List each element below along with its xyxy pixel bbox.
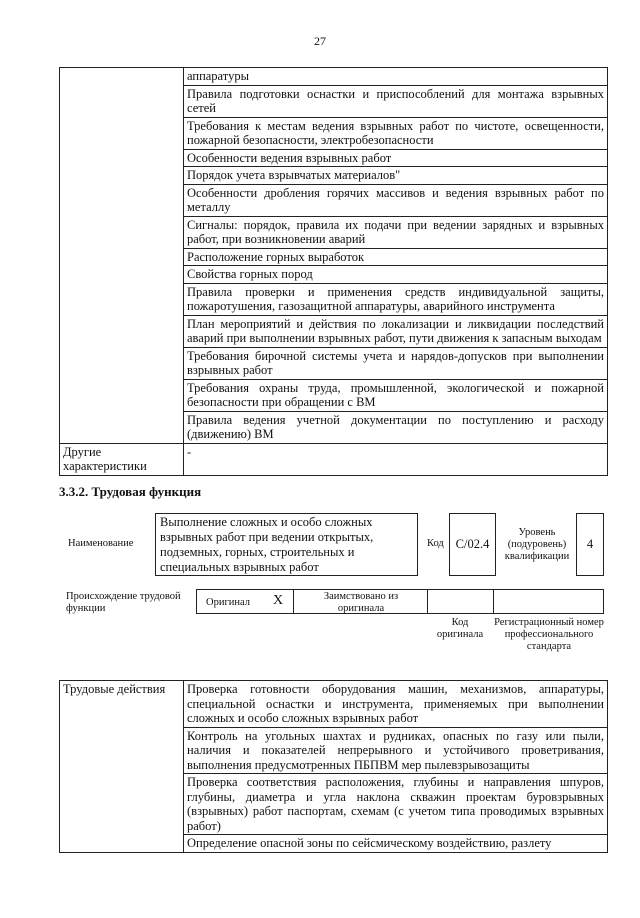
knowledge-item: Требования охраны труда, промышленной, экологической и пожарной безопасности при обращении с ВМ xyxy=(184,379,608,411)
table-row xyxy=(60,68,608,86)
other-value: - xyxy=(184,443,608,475)
knowledge-item: План мероприятий и действия по локализации и ликвидации последствий аварий при выполнении взрывных работ, пути движения к запасным выходам xyxy=(184,315,608,347)
section-title: 3.3.2. Трудовая функция xyxy=(59,484,202,499)
code-label: Код xyxy=(427,538,444,549)
row-label-cell xyxy=(60,68,184,444)
knowledge-item: Особенности дробления горячих массивов и ведения взрывных работ по металлу xyxy=(184,184,608,216)
level-label: Уровень (подуровень) квалификации xyxy=(504,527,570,562)
knowledge-item: Свойства горных пород xyxy=(184,266,608,284)
knowledge-table xyxy=(59,67,608,476)
labor-action-item: Проверка готовности оборудования машин, механизмов, аппаратуры, специальной оснастки и инструмента, применяемых при выполнении сложных и особо сложных взрывных работ xyxy=(184,681,608,728)
original-label: Оригинал xyxy=(206,597,250,608)
function-code-box: С/02.4 xyxy=(449,513,496,576)
knowledge-item: Требования бирочной системы учета и нарядов-допусков при выполнении взрывных работ xyxy=(184,347,608,379)
labor-action-item: Контроль на угольных шахтах и рудниках, опасных по газу или пыли, наличия и показателей непрерывного и устойчивого проветривания, выполнения предусмотренных ПБПВМ мер пылевзрывозащиты xyxy=(184,727,608,774)
knowledge-item: Правила подготовки оснастки и приспособлений для монтажа взрывных сетей xyxy=(184,85,608,117)
level-value-box: 4 xyxy=(576,513,604,576)
borrowed-label: Заимствовано из оригинала xyxy=(323,591,399,614)
actions-label: Трудовые действия xyxy=(60,681,184,853)
knowledge-item: аппаратуры xyxy=(184,68,608,86)
function-name-box: Выполнение сложных и особо сложных взрывных работ при ведении открытых, подземных, горных, строительных и специальных взрывных работ xyxy=(155,513,418,576)
labor-actions-table xyxy=(59,680,608,853)
reg-caption: Регистрационный номер профессионального стандарта xyxy=(494,617,604,652)
knowledge-item: Расположение горных выработок xyxy=(184,248,608,266)
knowledge-item: Особенности ведения взрывных работ xyxy=(184,149,608,167)
code-caption: Код оригинала xyxy=(436,617,484,640)
table-row xyxy=(60,681,608,728)
origin-label: Происхождение трудовой функции xyxy=(66,591,181,614)
other-characteristics-row xyxy=(60,443,608,475)
origin-box xyxy=(196,589,604,614)
knowledge-item: Сигналы: порядок, правила их подачи при ведении зарядных и взрывных работ, при возникновении аварий xyxy=(184,216,608,248)
other-label: Другие характеристики xyxy=(60,443,184,475)
labor-action-item: Проверка соответствия расположения, глубины и направления шпуров, глубины, диаметра и угла наклона скважин проектам буровзрывных (взрывных) работ паспортам, схемам (с учетом типа проводимых взрывных работ) xyxy=(184,774,608,835)
knowledge-item: Правила проверки и применения средств индивидуальной защиты, пожаротушения, газозащитной аппаратуры, аварийного инструмента xyxy=(184,283,608,315)
name-label: Наименование xyxy=(68,538,134,549)
knowledge-item: Порядок учета взрывчатых материалов" xyxy=(184,167,608,185)
page-number: 27 xyxy=(314,34,326,48)
labor-action-item: Определение опасной зоны по сейсмическому воздействию, разлету xyxy=(184,835,608,853)
knowledge-item: Правила ведения учетной документации по поступлению и расходу (движению) ВМ xyxy=(184,411,608,443)
knowledge-item: Требования к местам ведения взрывных работ по чистоте, освещенности, пожарной безопасности, электробезопасности xyxy=(184,117,608,149)
original-mark: X xyxy=(273,593,284,608)
